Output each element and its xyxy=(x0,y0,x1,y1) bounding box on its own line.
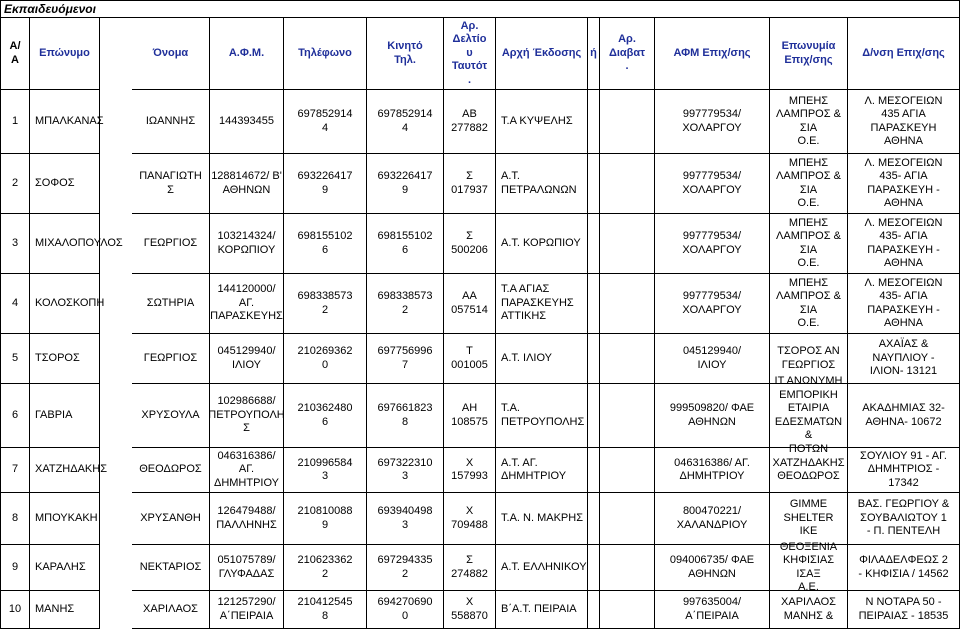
cell-or[interactable] xyxy=(588,448,600,493)
cell-mobile[interactable]: 693226417 9 xyxy=(367,154,444,214)
cell-phone[interactable]: 210623362 2 xyxy=(284,545,367,591)
cell-aa[interactable]: 1 xyxy=(0,90,30,154)
cell-surname[interactable]: ΤΣΟΡΟΣ xyxy=(30,334,100,384)
cell-company-address[interactable]: Λ. ΜΕΣΟΓΕΙΩΝ 435- ΑΓΙΑ ΠΑΡΑΣΚΕΥΗ - ΑΘΗΝΑ xyxy=(848,154,960,214)
cell-phone[interactable]: 210412545 8 xyxy=(284,591,367,629)
cell-id-card[interactable]: Τ 001005 xyxy=(444,334,496,384)
cell-mobile[interactable]: 697852914 4 xyxy=(367,90,444,154)
cell-id-card[interactable]: ΑΒ 277882 xyxy=(444,90,496,154)
cell-issuing-authority[interactable]: Β΄Α.Τ. ΠΕΙΡΑΙΑ xyxy=(496,591,588,629)
cell-afm[interactable]: 144393455 xyxy=(210,90,284,154)
cell-firstname[interactable]: ΝΕΚΤΑΡΙΟΣ xyxy=(132,545,210,591)
cell-company-address[interactable]: ΦΙΛΑΔΕΛΦΕΩΣ 2 - ΚΗΦΙΣΙΑ / 14562 xyxy=(848,545,960,591)
cell-firstname[interactable]: ΠΑΝΑΓΙΩΤΗ Σ xyxy=(132,154,210,214)
cell-company-name[interactable]: ΧΑΡΙΛΑΟΣ ΜΑΝΗΣ & xyxy=(770,591,848,629)
cell-aa[interactable]: 7 xyxy=(0,448,30,493)
cell-passport[interactable] xyxy=(600,384,655,448)
cell-company-address[interactable]: Λ. ΜΕΣΟΓΕΙΩΝ 435 ΑΓΙΑ ΠΑΡΑΣΚΕΥΗ ΑΘΗΝΑ xyxy=(848,90,960,154)
cell-company-afm[interactable]: 997635004/ Α΄ΠΕΙΡΑΙΑ xyxy=(655,591,770,629)
cell-company-name[interactable]: ΧΑΤΖΗΔΑΚΗΣ ΘΕΟΔΩΡΟΣ xyxy=(770,448,848,493)
cell-mobile[interactable]: 698155102 6 xyxy=(367,214,444,274)
cell-company-name[interactable]: ΘΕΟΞΕΝΙΑ ΚΗΦΙΣΙΑΣ ΙΣΑΞ Α.Ε. xyxy=(770,545,848,591)
cell-firstname[interactable]: ΓΕΩΡΓΙΟΣ xyxy=(132,334,210,384)
cell-or[interactable] xyxy=(588,591,600,629)
cell-mobile[interactable]: 693940498 3 xyxy=(367,493,444,545)
cell-company-name[interactable]: ΜΠΕΗΣ ΛΑΜΠΡΟΣ & ΣΙΑ Ο.Ε. xyxy=(770,274,848,334)
cell-id-card[interactable]: ΑΑ 057514 xyxy=(444,274,496,334)
cell-phone[interactable]: 697852914 4 xyxy=(284,90,367,154)
cell-issuing-authority[interactable]: Τ.Α. Ν. ΜΑΚΡΗΣ xyxy=(496,493,588,545)
cell-id-card[interactable]: Σ 017937 xyxy=(444,154,496,214)
cell-surname[interactable]: ΜΠΟΥΚΑΚΗ xyxy=(30,493,100,545)
cell-surname[interactable]: ΜΠΑΛΚΑΝΑΣ xyxy=(30,90,100,154)
cell-id-card[interactable]: Χ 157993 xyxy=(444,448,496,493)
cell-aa[interactable]: 5 xyxy=(0,334,30,384)
cell-or[interactable] xyxy=(588,334,600,384)
cell-aa[interactable]: 2 xyxy=(0,154,30,214)
cell-issuing-authority[interactable]: Α.Τ. ΚΟΡΩΠΙΟΥ xyxy=(496,214,588,274)
cell-firstname[interactable]: ΘΕΟΔΩΡΟΣ xyxy=(132,448,210,493)
cell-phone[interactable]: 210996584 3 xyxy=(284,448,367,493)
cell-surname[interactable]: ΚΟΛΟΣΚΟΠΗ xyxy=(30,274,100,334)
cell-afm[interactable]: 046316386/ ΑΓ. ΔΗΜΗΤΡΙΟΥ xyxy=(210,448,284,493)
cell-afm[interactable]: 144120000/ ΑΓ. ΠΑΡΑΣΚΕΥΗΣ xyxy=(210,274,284,334)
cell-firstname[interactable]: ΙΩΑΝΝΗΣ xyxy=(132,90,210,154)
sheet-title: Εκπαιδευόμενοι xyxy=(0,0,960,18)
header-phone: Τηλέφωνο xyxy=(284,18,367,90)
cell-mobile[interactable]: 697661823 8 xyxy=(367,384,444,448)
cell-company-address[interactable]: Ν ΝΟΤΑΡΑ 50 - ΠΕΙΡΑΙΑΣ - 18535 xyxy=(848,591,960,629)
cell-surname[interactable]: ΧΑΤΖΗΔΑΚΗΣ xyxy=(30,448,100,493)
cell-id-card[interactable]: Χ 558870 xyxy=(444,591,496,629)
cell-company-name[interactable]: ΙΤ ΑΝΩΝΥΜΗ ΕΜΠΟΡΙΚΗ ΕΤΑΙΡΙΑ ΕΔΕΣΜΑΤΩΝ & ΠΟΤΩΝ xyxy=(770,384,848,448)
cell-or[interactable] xyxy=(588,384,600,448)
cell-issuing-authority[interactable]: Α.Τ. ΙΛΙΟΥ xyxy=(496,334,588,384)
cell-company-afm[interactable]: 997779534/ ΧΟΛΑΡΓΟΥ xyxy=(655,90,770,154)
cell-passport[interactable] xyxy=(600,493,655,545)
cell-company-name[interactable]: ΜΠΕΗΣ ΛΑΜΠΡΟΣ & ΣΙΑ Ο.Ε. xyxy=(770,154,848,214)
header-firstname: Όνομα xyxy=(132,18,210,90)
header-aa: Α/ Α xyxy=(0,18,30,90)
cell-firstname[interactable]: ΧΑΡΙΛΑΟΣ xyxy=(132,591,210,629)
header-passport: Αρ. Διαβατ . xyxy=(600,18,655,90)
cell-phone[interactable]: 698338573 2 xyxy=(284,274,367,334)
cell-or[interactable] xyxy=(588,90,600,154)
cell-aa[interactable]: 10 xyxy=(0,591,30,629)
cell-passport[interactable] xyxy=(600,591,655,629)
cell-mobile[interactable]: 697756996 7 xyxy=(367,334,444,384)
cell-mobile[interactable]: 697322310 3 xyxy=(367,448,444,493)
cell-issuing-authority[interactable]: Τ.Α ΑΓΙΑΣ ΠΑΡΑΣΚΕΥΗΣ ΑΤΤΙΚΗΣ xyxy=(496,274,588,334)
header-company-afm: ΑΦΜ Επιχ/σης xyxy=(655,18,770,90)
cell-company-address[interactable]: Λ. ΜΕΣΟΓΕΙΩΝ 435- ΑΓΙΑ ΠΑΡΑΣΚΕΥΗ - ΑΘΗΝΑ xyxy=(848,214,960,274)
cell-aa[interactable]: 9 xyxy=(0,545,30,591)
cell-company-afm[interactable]: 046316386/ ΑΓ. ΔΗΜΗΤΡΙΟΥ xyxy=(655,448,770,493)
cell-firstname[interactable]: ΧΡΥΣΑΝΘΗ xyxy=(132,493,210,545)
cell-surname[interactable]: ΜΙΧΑΛΟΠΟΥΛΟΣ xyxy=(30,214,100,274)
cell-mobile[interactable]: 694270690 0 xyxy=(367,591,444,629)
cell-firstname[interactable]: ΧΡΥΣΟΥΛΑ xyxy=(132,384,210,448)
cell-afm[interactable]: 103214324/ ΚΟΡΩΠΙΟΥ xyxy=(210,214,284,274)
cell-passport[interactable] xyxy=(600,154,655,214)
cell-surname[interactable]: ΚΑΡΑΛΗΣ xyxy=(30,545,100,591)
cell-surname[interactable]: ΣΟΦΟΣ xyxy=(30,154,100,214)
cell-id-card[interactable]: Σ 274882 xyxy=(444,545,496,591)
cell-company-name[interactable]: ΜΠΕΗΣ ΛΑΜΠΡΟΣ & ΣΙΑ Ο.Ε. xyxy=(770,90,848,154)
cell-afm[interactable]: 102986688/ ΠΕΤΡΟΥΠΟΛΗ Σ xyxy=(210,384,284,448)
cell-or[interactable] xyxy=(588,214,600,274)
cell-company-name[interactable]: ΤΣΟΡΟΣ ΑΝ ΓΕΩΡΓΙΟΣ xyxy=(770,334,848,384)
cell-afm[interactable]: 121257290/ Α΄ΠΕΙΡΑΙΑ xyxy=(210,591,284,629)
header-company-name: Επωνυμία Επιχ/σης xyxy=(770,18,848,90)
cell-issuing-authority[interactable]: Α.Τ. ΕΛΛΗΝΙΚΟΥ xyxy=(496,545,588,591)
cell-firstname[interactable]: ΣΩΤΗΡΙΑ xyxy=(132,274,210,334)
cell-afm[interactable]: 126479488/ ΠΑΛΛΗΝΗΣ xyxy=(210,493,284,545)
cell-passport[interactable] xyxy=(600,334,655,384)
cell-aa[interactable]: 6 xyxy=(0,384,30,448)
cell-passport[interactable] xyxy=(600,545,655,591)
cell-issuing-authority[interactable]: Α.Τ. ΠΕΤΡΑΛΩΝΩΝ xyxy=(496,154,588,214)
cell-company-name[interactable]: GIMME SHELTER ΙΚΕ xyxy=(770,493,848,545)
cell-issuing-authority[interactable]: Τ.Α. ΠΕΤΡΟΥΠΟΛΗΣ xyxy=(496,384,588,448)
cell-aa[interactable]: 3 xyxy=(0,214,30,274)
cell-passport[interactable] xyxy=(600,274,655,334)
cell-company-afm[interactable]: 997779534/ ΧΟΛΑΡΓΟΥ xyxy=(655,274,770,334)
header-afm: Α.Φ.Μ. xyxy=(210,18,284,90)
cell-afm[interactable]: 051075789/ ΓΛΥΦΑΔΑΣ xyxy=(210,545,284,591)
cell-phone[interactable]: 210810088 9 xyxy=(284,493,367,545)
cell-id-card[interactable]: Χ 709488 xyxy=(444,493,496,545)
cell-company-afm[interactable]: 800470221/ ΧΑΛΑΝΔΡΙΟΥ xyxy=(655,493,770,545)
cell-passport[interactable] xyxy=(600,90,655,154)
cell-afm[interactable]: 045129940/ ΙΛΙΟΥ xyxy=(210,334,284,384)
cell-or[interactable] xyxy=(588,274,600,334)
header-id-card: Αρ. Δελτίο υ Ταυτότ . xyxy=(444,18,496,90)
header-mobile: Κινητό Τηλ. xyxy=(367,18,444,90)
cell-company-address[interactable]: ΑΧΑΪΑΣ & ΝΑΥΠΛΙΟΥ - ΙΛΙΟΝ- 13121 xyxy=(848,334,960,384)
cell-or[interactable] xyxy=(588,154,600,214)
cell-firstname[interactable]: ΓΕΩΡΓΙΟΣ xyxy=(132,214,210,274)
cell-passport[interactable] xyxy=(600,448,655,493)
cell-mobile[interactable]: 698338573 2 xyxy=(367,274,444,334)
cell-phone[interactable]: 210269362 0 xyxy=(284,334,367,384)
cell-phone[interactable]: 698155102 6 xyxy=(284,214,367,274)
header-surname: Επώνυμο xyxy=(30,18,100,90)
cell-phone[interactable]: 693226417 9 xyxy=(284,154,367,214)
cell-company-afm[interactable]: 045129940/ ΙΛΙΟΥ xyxy=(655,334,770,384)
cell-issuing-authority[interactable]: Τ.Α ΚΥΨΕΛΗΣ xyxy=(496,90,588,154)
header-company-address: Δ/νση Επιχ/σης xyxy=(848,18,960,90)
cell-id-card[interactable]: ΑΗ 108575 xyxy=(444,384,496,448)
cell-company-address[interactable]: ΣΟΥΛΙΟΥ 91 - ΑΓ. ΔΗΜΗΤΡΙΟΣ - 17342 xyxy=(848,448,960,493)
cell-aa[interactable]: 4 xyxy=(0,274,30,334)
cell-passport[interactable] xyxy=(600,214,655,274)
cell-mobile[interactable]: 697294335 2 xyxy=(367,545,444,591)
header-or: ή xyxy=(588,18,600,90)
cell-phone[interactable]: 210362480 6 xyxy=(284,384,367,448)
cell-company-address[interactable]: ΒΑΣ. ΓΕΩΡΓΙΟΥ & ΣΟΥΒΑΛΙΩΤΟΥ 1 - Π. ΠΕΝΤΕΛΗ xyxy=(848,493,960,545)
cell-company-address[interactable]: Λ. ΜΕΣΟΓΕΙΩΝ 435- ΑΓΙΑ ΠΑΡΑΣΚΕΥΗ - ΑΘΗΝΑ xyxy=(848,274,960,334)
cell-aa[interactable]: 8 xyxy=(0,493,30,545)
cell-company-afm[interactable]: 094006735/ ΦΑΕ ΑΘΗΝΩΝ xyxy=(655,545,770,591)
cell-company-address[interactable]: ΑΚΑΔΗΜΙΑΣ 32- ΑΘΗΝΑ- 10672 xyxy=(848,384,960,448)
cell-surname[interactable]: ΜΑΝΗΣ xyxy=(30,591,100,629)
cell-or[interactable] xyxy=(588,545,600,591)
cell-company-afm[interactable]: 999509820/ ΦΑΕ ΑΘΗΝΩΝ xyxy=(655,384,770,448)
cell-company-name[interactable]: ΜΠΕΗΣ ΛΑΜΠΡΟΣ & ΣΙΑ Ο.Ε. xyxy=(770,214,848,274)
cell-company-afm[interactable]: 997779534/ ΧΟΛΑΡΓΟΥ xyxy=(655,214,770,274)
cell-afm[interactable]: 128814672/ Β' ΑΘΗΝΩΝ xyxy=(210,154,284,214)
cell-issuing-authority[interactable]: Α.Τ. ΑΓ. ΔΗΜΗΤΡΙΟΥ xyxy=(496,448,588,493)
cell-company-afm[interactable]: 997779534/ ΧΟΛΑΡΓΟΥ xyxy=(655,154,770,214)
header-issuing-authority: Αρχή Έκδοσης xyxy=(496,18,588,90)
cell-id-card[interactable]: Σ 500206 xyxy=(444,214,496,274)
cell-or[interactable] xyxy=(588,493,600,545)
cell-surname[interactable]: ΓΑΒΡΙΑ xyxy=(30,384,100,448)
